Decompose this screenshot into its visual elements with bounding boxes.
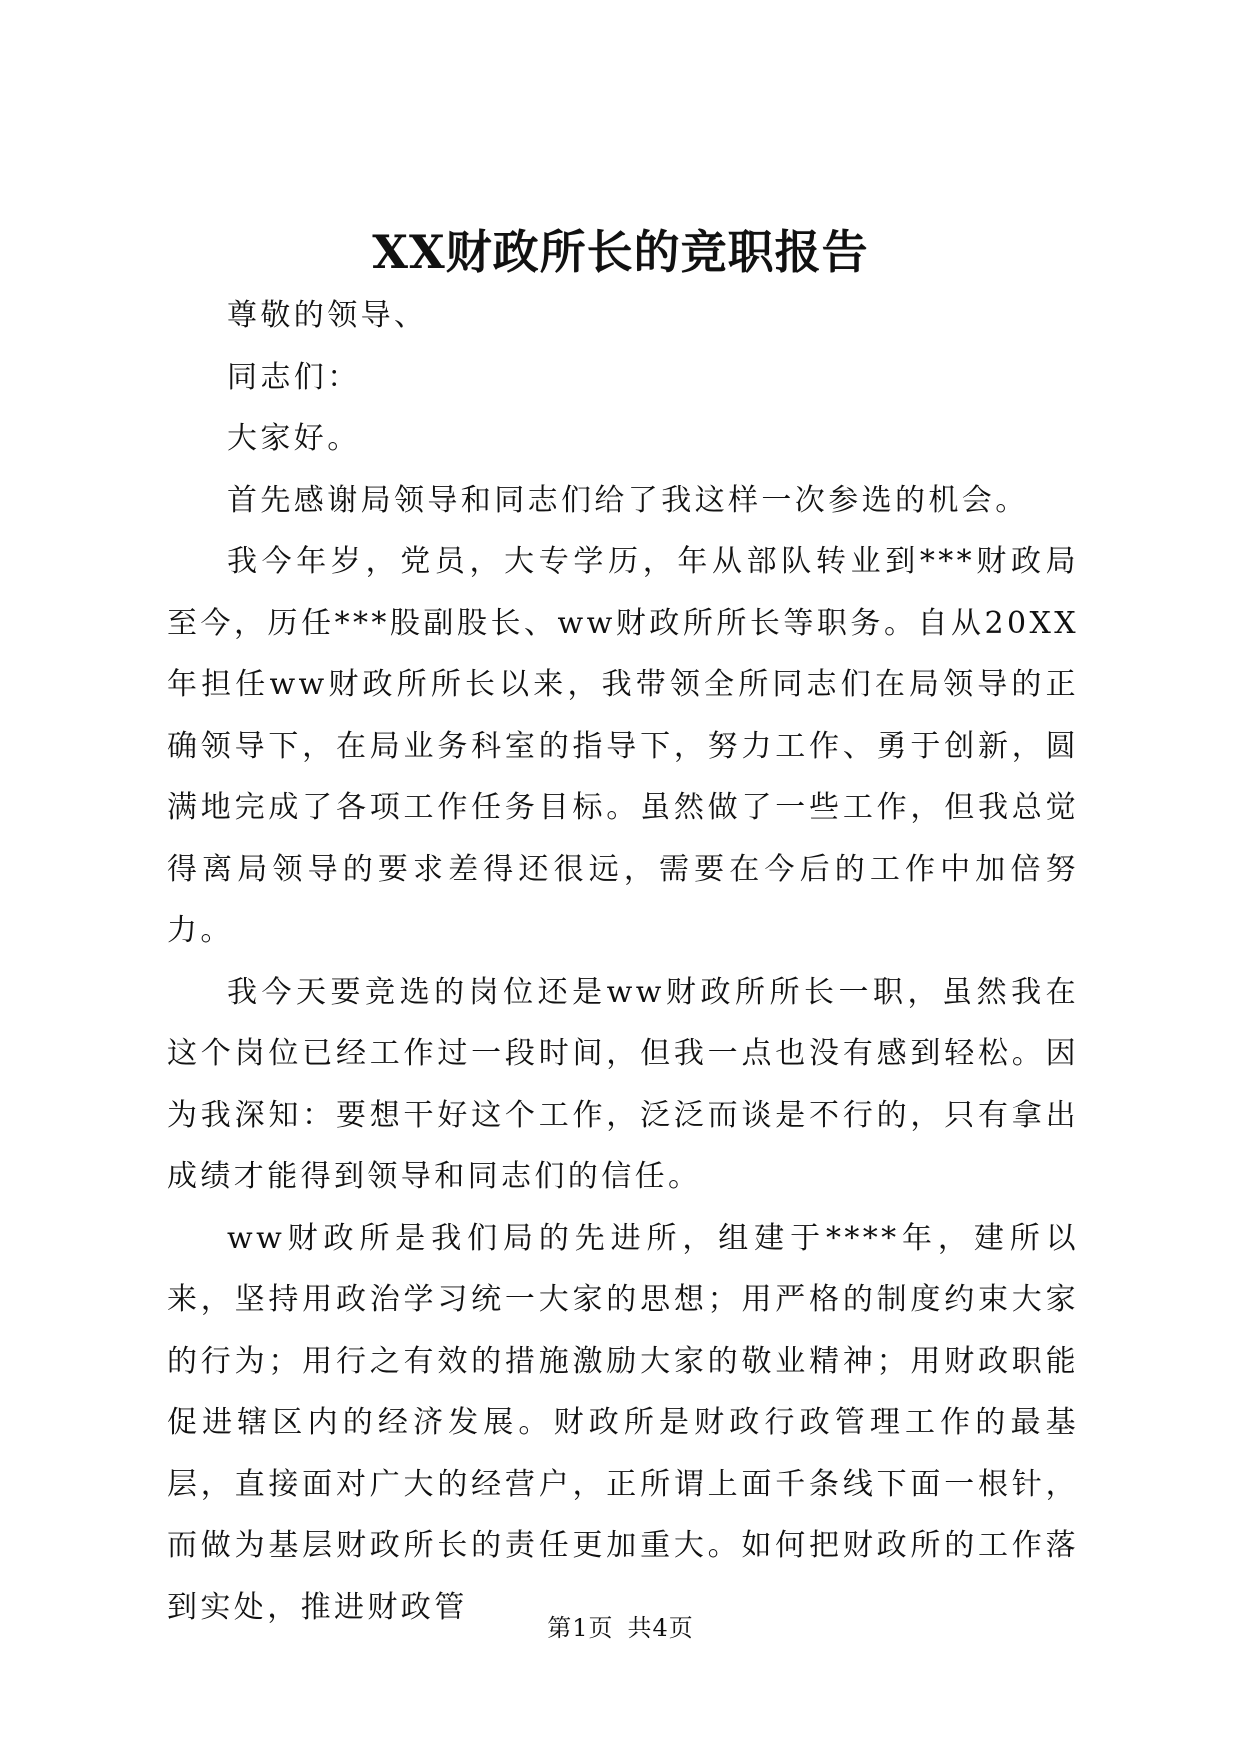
salutation-line-1: 尊敬的领导、 xyxy=(227,298,428,333)
paragraph-office-intro: ww财政所是我们局的先进所，组建于****年，建所以来，坚持用政治学习统一大家的思想；用严格的制度约束大家的行为；用行之有效的措施激励大家的敬业精神；用财政职能促进辖区内的经济发展。财政所是财政行政管理工作的最基层，直接面对广大的经营户，正所谓上面千条线下面一根针，而做为基层财政所长的责任更加重大。如何把财政所的工作落到实处，推进财政管 xyxy=(167,1220,1079,1625)
paragraph-position: 我今天要竞选的岗位还是ww财政所所长一职，虽然我在这个岗位已经工作过一段时间，但我一点也没有感到轻松。因为我深知：要想干好这个工作，泛泛而谈是不行的，只有拿出成绩才能得到领导和同志们的信任。 xyxy=(167,974,1079,1194)
document-title: XX财政所长的竞职报告 xyxy=(372,225,869,279)
document-body xyxy=(167,285,1079,1638)
salutation-line-2: 同志们： xyxy=(227,359,361,395)
page-footer xyxy=(0,1613,1241,1643)
greeting-line: 大家好。 xyxy=(227,421,361,456)
page-number: 第1页 xyxy=(547,1614,614,1642)
paragraph-background: 我今年岁，党员，大专学历，年从部队转业到***财政局至今，历任***股副股长、ww财政所所长等职务。自从20XX年担任ww财政所所长以来，我带领全所同志们在局领导的正确领导下，在局业务科室的指导下，努力工作、勇于创新，圆满地完成了各项工作任务目标。虽然做了一些工作，但我总觉得离局领导的要求差得还很远，需要在今后的工作中加倍努力。 xyxy=(167,544,1079,948)
paragraph-thanks: 首先感谢局领导和同志们给了我这样一次参选的机会。 xyxy=(227,482,1029,518)
page-total: 共4页 xyxy=(627,1614,694,1642)
